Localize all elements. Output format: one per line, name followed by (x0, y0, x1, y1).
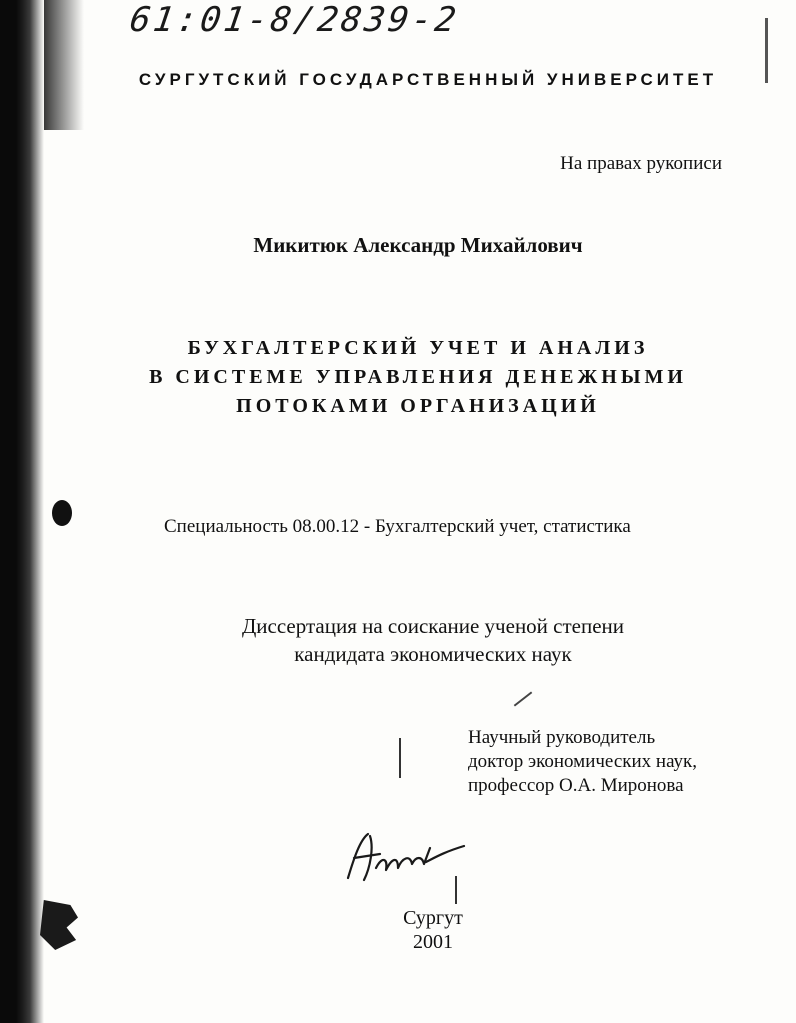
handwritten-signature (340, 828, 480, 888)
scan-shadow-top-left (44, 0, 84, 130)
specialty-line: Специальность 08.00.12 - Бухгалтерский учет, статистика (164, 516, 631, 537)
pen-bracket-mark (399, 738, 401, 778)
pen-vertical-mark (455, 876, 457, 904)
scan-dark-edge-left (0, 0, 44, 1023)
supervisor-block (468, 726, 697, 798)
punch-hole-mark (52, 500, 72, 526)
city-name: Сургут (403, 907, 463, 929)
title-line-3: ПОТОКАМИ ОРГАНИЗАЦИЙ (236, 395, 600, 417)
author-name: Микитюк Александр Михайлович (253, 233, 583, 257)
dissertation-title (0, 334, 796, 421)
degree-line-1: Диссертация на соискание ученой степени (241, 614, 625, 638)
title-line-2: В СИСТЕМЕ УПРАВЛЕНИЯ ДЕНЕЖНЫМИ (149, 366, 687, 388)
degree-statement (0, 612, 796, 668)
manuscript-rights-note: На правах рукописи (560, 153, 722, 174)
university-name: СУРГУТСКИЙ ГОСУДАРСТВЕННЫЙ УНИВЕРСИТЕТ (138, 70, 718, 89)
pen-tick-mark (514, 691, 533, 706)
supervisor-degree: доктор экономических наук, (468, 751, 698, 772)
supervisor-name: профессор О.А. Миронова (468, 775, 684, 796)
publication-year: 2001 (413, 931, 453, 953)
publication-place-year (0, 906, 796, 954)
title-line-1: БУХГАЛТЕРСКИЙ УЧЕТ И АНАЛИЗ (187, 337, 649, 359)
supervisor-role: Научный руководитель (468, 727, 656, 748)
degree-line-2: кандидата экономических наук (294, 642, 572, 666)
handwritten-catalog-number: 61:01-8/2839-2 (127, 0, 462, 40)
